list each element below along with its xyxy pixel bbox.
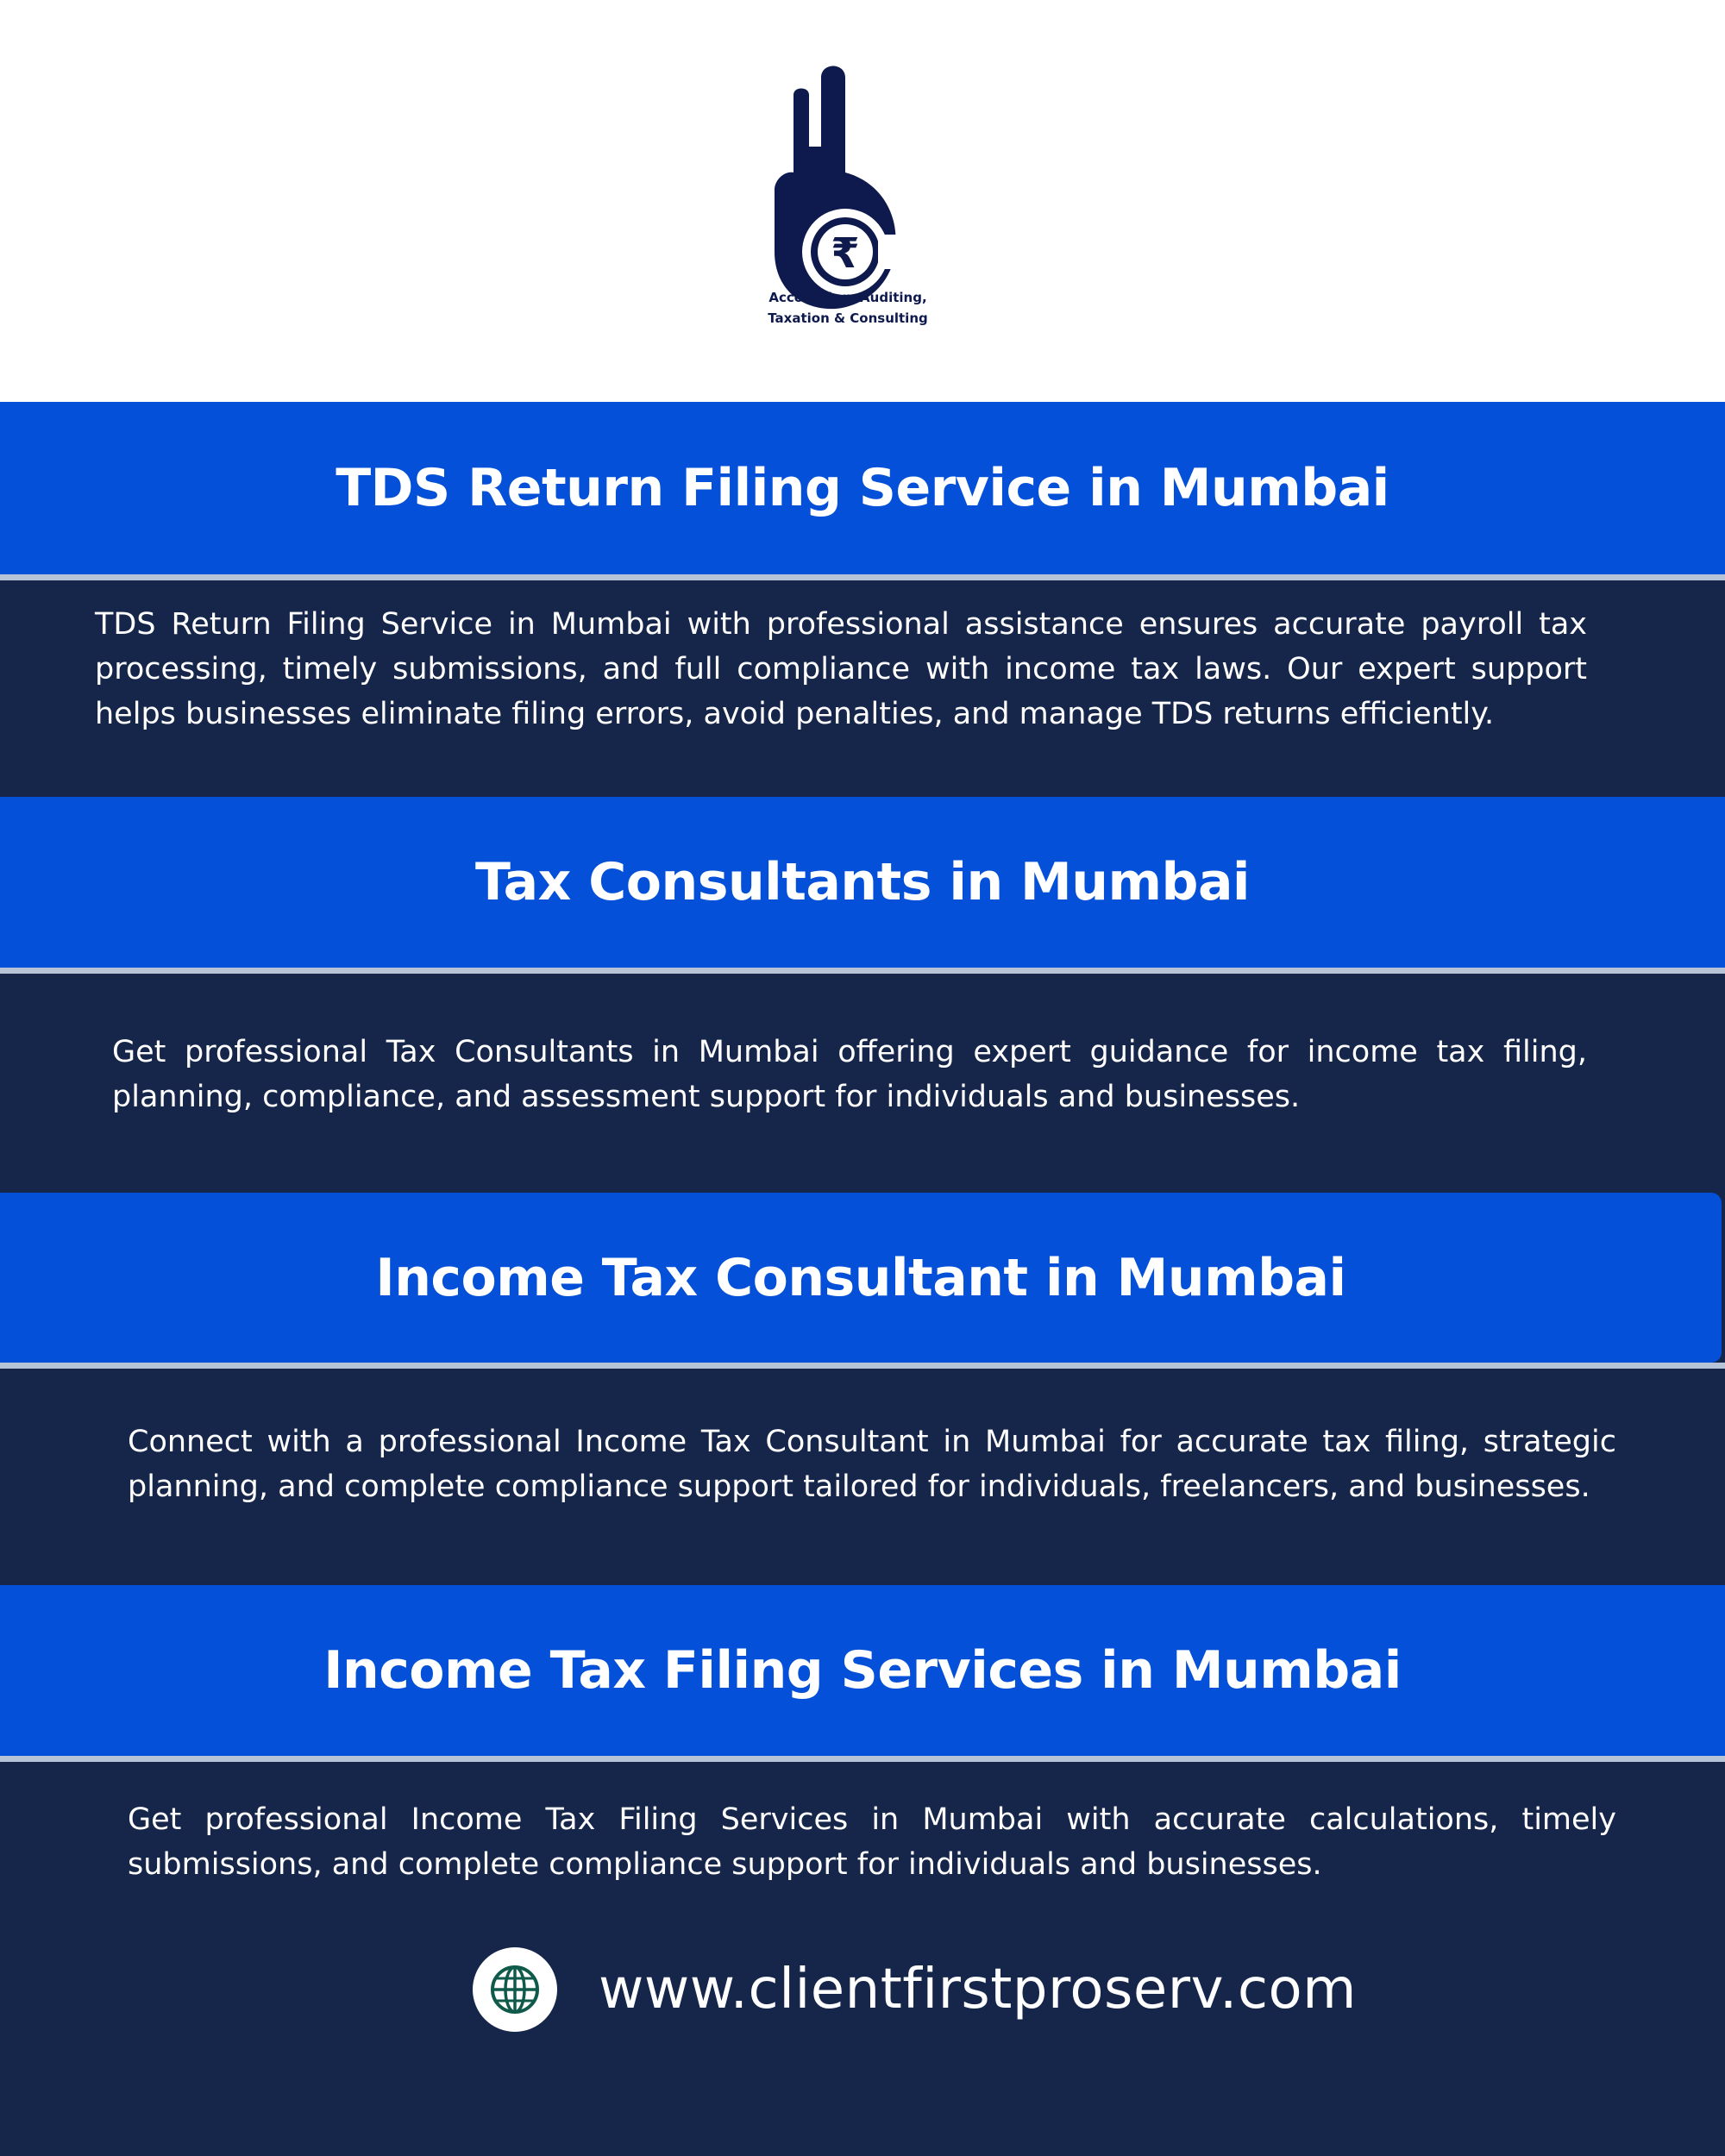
globe-icon-badge (473, 1947, 557, 2032)
section-1-title-band (0, 402, 1725, 574)
svg-text:₹: ₹ (831, 229, 860, 278)
section-1-title: TDS Return Filing Service in Mumbai (336, 458, 1389, 518)
globe-icon (489, 1964, 541, 2015)
divider (0, 968, 1725, 974)
logo-tagline-line2: Taxation & Consulting (768, 310, 928, 326)
section-2-title: Tax Consultants in Mumbai (474, 852, 1251, 912)
section-4-description: Get professional Income Tax Filing Services in Mumbai with accurate calculations, timely submissions, and complete compliance support for individuals and businesses. (128, 1802, 1616, 1882)
logo-tagline-line1: Accounting, Auditing, (768, 290, 927, 305)
section-4-title: Income Tax Filing Services in Mumbai (323, 1640, 1402, 1701)
website-link[interactable]: www.clientfirstproserv.com (599, 1958, 1357, 2021)
section-3-description: Connect with a professional Income Tax Consultant in Mumbai for accurate tax filing, strategic planning, and complete compliance support tailored for individuals, freelancers, and businesses. (128, 1425, 1616, 1504)
logo-header (0, 0, 1725, 402)
section-1-description: TDS Return Filing Service in Mumbai with professional assistance ensures accurate payroll tax processing, timely submissions, and full compliance with income tax laws. Our expert support helps businesses eliminate filing errors, avoid penalties, and manage TDS returns efficiently. (95, 607, 1587, 731)
divider (0, 574, 1725, 580)
divider (0, 1363, 1725, 1369)
section-4-title-band (0, 1585, 1725, 1756)
section-3-title-band (0, 1193, 1722, 1363)
section-3-title: Income Tax Consultant in Mumbai (375, 1247, 1346, 1308)
section-2-title-band (0, 797, 1725, 968)
divider (0, 1756, 1725, 1762)
section-2-description: Get professional Tax Consultants in Mumbai offering expert guidance for income tax filing, planning, compliance, and assessment support for individuals and businesses. (112, 1035, 1587, 1114)
